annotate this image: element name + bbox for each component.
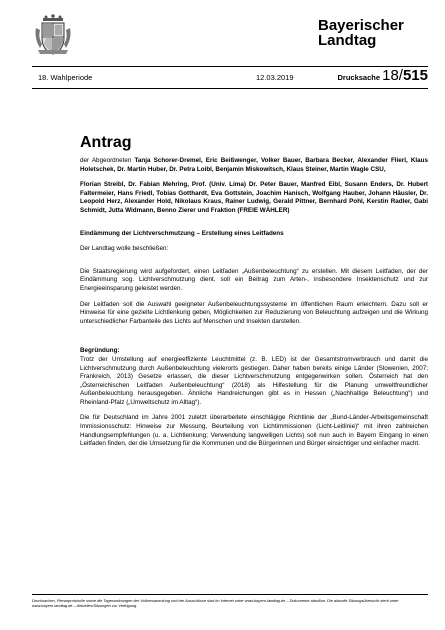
legislative-period: 18. Wahlperiode <box>38 73 93 82</box>
drucksache-period: 18/ <box>382 67 403 84</box>
reasoning-paragraph-2: Die für Deutschland im Jahre 2001 zuletzt überarbeitete einschlägige Richtlinie der „Bund-Länder-Arbeitsgemeinschaft Immissionsschutz: Hinweise zur Messung, Beurteilung von Lichtimmissionen (Licht-Leitlinie)“ mit ihren zahlreichen Handlungsempfehlungen (u. a. Lichtlenkung; Verwendung langwelligen Lichts) soll nun auch in Bayern Eingang in einen Leitfaden finden, der die Umsetzung für die Kommunen und die Bürgerinnen und Bürger einsichtiger und einfacher macht. <box>80 414 428 448</box>
footer-rule <box>32 594 428 595</box>
drucksache-label: Drucksache <box>337 73 381 82</box>
reasoning-heading: Begründung: <box>80 347 120 355</box>
authors-intro: der Abgeordneten <box>80 157 132 164</box>
document-body <box>80 134 428 449</box>
drucksache <box>337 67 428 84</box>
footer-note: Drucksachen, Plenarprotokolle sowie die Tagesordnungen der Vollversammlung und der Ausschüsse sind im Internet unter www.bayern.landtag.de – Dokumente abrufbar. Die aktuelle Sitzungsübersicht steht unter www.bayern.landtag.de – Aktuelles/Sitzungen zur Verfügung. <box>32 598 399 608</box>
resolution-formula: Der Landtag wolle beschließen: <box>80 245 169 253</box>
parliament-name <box>318 18 428 48</box>
parliament-name-line1: Bayerischer <box>318 17 404 34</box>
header-meta-row <box>38 67 428 86</box>
document-title: Antrag <box>80 134 132 151</box>
subject-line: Eindämmung der Lichtverschmutzung – Erstellung eines Leitfadens <box>80 229 284 237</box>
document-date: 12.03.2019 <box>256 73 294 82</box>
drucksache-serial: 515 <box>402 67 428 84</box>
reasoning-paragraph-1: Trotz der Umstellung auf energieeffiziente Leuchtmittel (z. B. LED) ist der Gesamtstromverbrauch und damit die Lichtverschmutzung durch Außenbeleuchtung vielerorts gestiegen. Daher haben bereits einige Länder (Slowenien, 2007; Frankreich, 2013) Gesetze erlassen, die dieser Lichtverschmutzung entgegenwirken sollen. Österreich hat den „Österreichischen Leitfaden Außenbeleuchtung“ (2018) als Hilfestellung für die Planung umweltfreundlicher Außenbeleuchtung herausgegeben. Ähnliche Handreichungen gibt es in Hessen („Nachhaltige Beleuchtung“) und Rheinland-Pfalz („Umweltschutz im Alltag“). <box>80 355 428 406</box>
authors-csu: Tanja Schorer-Dremel, Eric Beißwenger, Volker Bauer, Barbara Becker, Alexander Flierl, Klaus Holetschek, Dr. Martin Huber, Dr. Petra Loibl, Benjamin Miskowitsch, Klaus Steiner, Martin Wagle CSU, <box>80 157 428 173</box>
coat-of-arms-logo <box>32 14 74 56</box>
header-rule-bottom <box>32 88 428 89</box>
authors-block-csu <box>80 157 428 174</box>
authors-freie-waehler: Florian Streibl, Dr. Fabian Mehring, Prof. (Univ. Lima) Dr. Peter Bauer, Manfred Eibl, Susann Enders, Dr. Hubert Faltermeier, Hans Friedl, Tobias Gotthardt, Eva Gottstein, Joachim Hanisch, Wolfgang Hauber, Johann Häusler, Dr. Leopold Herz, Alexander Hold, Nikolaus Kraus, Rainer Ludwig, Gerald Pittner, Bernhard Pohl, Kerstin Radler, Gabi Schmidt, Jutta Widmann, Benno Zierer und Fraktion (FREIE WÄHLER) <box>80 181 428 214</box>
parliament-name-line2: Landtag <box>318 32 377 49</box>
motion-paragraph-2: Der Leitfaden soll die Auswahl geeigneter Außenbeleuchtungssysteme im öffentlichen Raum erleichtern. Dazu soll er Hinweise für eine gezielte Lichtlenkung geben, Möglichkeiten zur Reduzierung von Beleuchtung aufzeigen und die Wirkung unterschiedlicher Farbanteile des Lichts auf Menschen und Insekten darstellen. <box>80 300 428 325</box>
motion-paragraph-1: Die Staatsregierung wird aufgefordert, einen Leitfaden „Außenbeleuchtung“ zu erstellen. Mit diesem Leitfaden, der der Eindämmung sog. Lichtverschmutzung dient, soll ein Beitrag zum Arten-, insbesondere Insektenschutz und zur Energieeinsparung geleistet werden. <box>80 267 428 292</box>
drucksache-number <box>382 67 428 84</box>
